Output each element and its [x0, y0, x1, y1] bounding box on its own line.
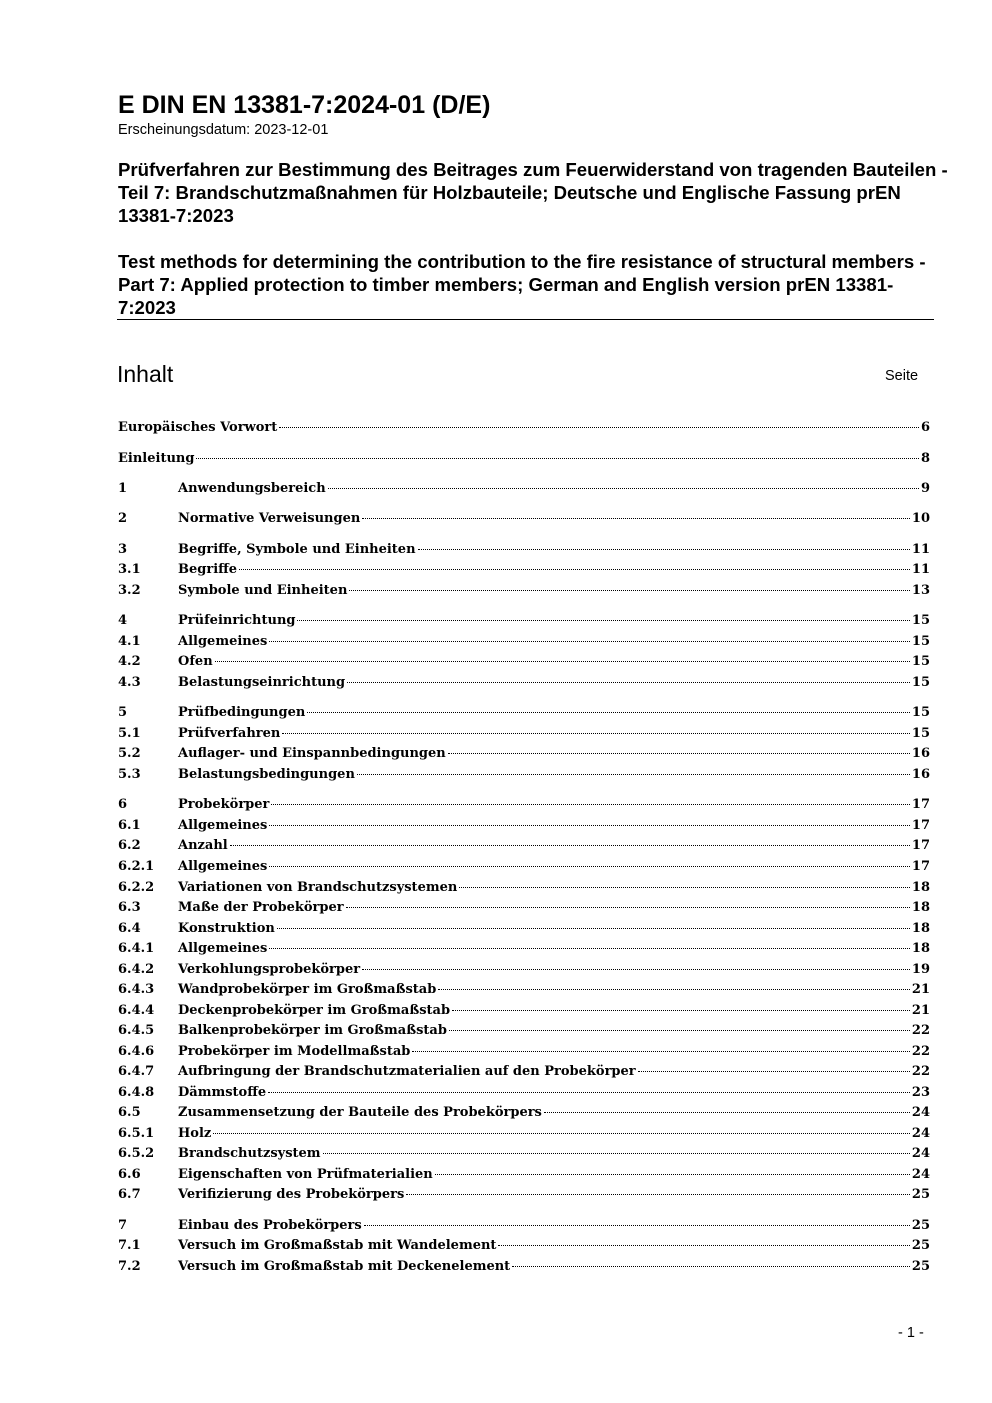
toc-entry[interactable]	[118, 980, 930, 1000]
toc-dot-leader	[323, 1153, 910, 1154]
toc-entry-number: 6.2.1	[118, 859, 155, 874]
toc-dot-leader	[362, 969, 910, 970]
toc-entry[interactable]	[118, 479, 930, 499]
toc-entry[interactable]	[118, 1257, 930, 1277]
toc-entry-number: 6.4.8	[118, 1085, 155, 1100]
toc-entry-title: Holz	[178, 1126, 212, 1141]
toc-entry-page: 24	[911, 1126, 930, 1141]
toc-entry-number: 3.2	[118, 583, 141, 598]
toc-entry-page: 15	[911, 705, 930, 720]
toc-entry-title: Prüfeinrichtung	[178, 613, 296, 628]
toc-dot-leader	[349, 590, 910, 591]
toc-entry-page: 18	[911, 900, 930, 915]
toc-dot-leader	[307, 712, 910, 713]
toc-entry-number: 3.1	[118, 562, 141, 577]
toc-entry-number: 6.3	[118, 900, 141, 915]
toc-entry[interactable]	[118, 652, 930, 672]
toc-entry-title: Allgemeines	[178, 818, 268, 833]
toc-entry-number: 7	[118, 1218, 128, 1233]
toc-dot-leader	[239, 569, 910, 570]
toc-entry-number: 6.7	[118, 1187, 141, 1202]
toc-entry-title: Balkenprobekörper im Großmaßstab	[178, 1023, 447, 1038]
toc-entry-page: 24	[911, 1146, 930, 1161]
toc-entry-title: Allgemeines	[178, 941, 268, 956]
toc-entry-page: 23	[911, 1085, 930, 1100]
toc-entry-number: 3	[118, 542, 128, 557]
toc-entry[interactable]	[118, 1083, 930, 1103]
toc-entry-title: Verkohlungsprobekörper	[178, 962, 361, 977]
toc-dot-leader	[406, 1194, 910, 1195]
toc-dot-leader	[638, 1071, 910, 1072]
toc-entry-page: 25	[911, 1238, 930, 1253]
toc-entry-title: Probekörper	[178, 797, 270, 812]
toc-entry-title: Ofen	[178, 654, 213, 669]
toc-entry-number: 6.4.2	[118, 962, 155, 977]
toc-entry[interactable]	[118, 765, 930, 785]
toc-entry-number: 5.2	[118, 746, 141, 761]
toc-entry-number: 4.2	[118, 654, 141, 669]
toc-dot-leader	[438, 989, 910, 990]
toc-entry-page: 9	[920, 481, 930, 496]
toc-entry-page: 22	[911, 1044, 930, 1059]
toc-entry-number: 7.1	[118, 1238, 141, 1253]
toc-entry-page: 22	[911, 1064, 930, 1079]
toc-entry-page: 15	[911, 634, 930, 649]
toc-entry[interactable]	[118, 1144, 930, 1164]
toc-entry-number: 6.5.1	[118, 1126, 155, 1141]
toc-entry[interactable]	[118, 1021, 930, 1041]
toc-dot-leader	[364, 1225, 910, 1226]
toc-entry[interactable]	[118, 673, 930, 693]
toc-entry[interactable]	[118, 857, 930, 877]
toc-entry-page: 15	[911, 675, 930, 690]
toc-entry-page: 15	[911, 654, 930, 669]
toc-dot-leader	[435, 1174, 910, 1175]
toc-entry-number: 6.2	[118, 838, 141, 853]
toc-dot-leader	[347, 682, 910, 683]
toc-entry-title: Allgemeines	[178, 634, 268, 649]
toc-entry-title: Variationen von Brandschutzsystemen	[178, 880, 458, 895]
toc-entry-page: 11	[911, 562, 930, 577]
toc-entry-title: Europäisches Vorwort	[118, 420, 278, 435]
toc-entry-title: Maße der Probekörper	[178, 900, 344, 915]
toc-entry[interactable]	[118, 1124, 930, 1144]
toc-entry[interactable]	[118, 1165, 930, 1185]
toc-entry-page: 15	[911, 613, 930, 628]
toc-entry[interactable]	[118, 611, 930, 631]
toc-dot-leader	[448, 753, 910, 754]
toc-entry-title: Zusammensetzung der Bauteile des Probekörpers	[178, 1105, 542, 1120]
toc-entry-number: 6.4.3	[118, 982, 155, 997]
toc-entry-page: 17	[911, 818, 930, 833]
toc-dot-leader	[418, 549, 910, 550]
toc-dot-leader	[279, 427, 919, 428]
toc-entry[interactable]	[118, 836, 930, 856]
toc-entry-page: 15	[911, 726, 930, 741]
toc-page-column-label: Seite	[885, 368, 919, 384]
toc-entry[interactable]	[118, 540, 930, 560]
toc-entry-page: 24	[911, 1105, 930, 1120]
toc-entry-title: Konstruktion	[178, 921, 275, 936]
toc-entry[interactable]	[118, 703, 930, 723]
toc-entry-title: Begriffe	[178, 562, 238, 577]
toc-dot-leader	[269, 948, 910, 949]
toc-entry-page: 13	[911, 583, 930, 598]
toc-dot-leader	[297, 620, 909, 621]
toc-dot-leader	[269, 825, 910, 826]
toc-entry-number: 5.3	[118, 767, 141, 782]
toc-entry-title: Deckenprobekörper im Großmaßstab	[178, 1003, 451, 1018]
toc-entry-number: 6.4.7	[118, 1064, 155, 1079]
toc-entry[interactable]	[118, 1236, 930, 1256]
toc-entry-title: Versuch im Großmaßstab mit Deckenelement	[178, 1259, 511, 1274]
toc-dot-leader	[196, 458, 919, 459]
toc-entry-title: Einbau des Probekörpers	[178, 1218, 362, 1233]
toc-entry-page: 17	[911, 859, 930, 874]
toc-entry-page: 22	[911, 1023, 930, 1038]
toc-entry-title: Symbole und Einheiten	[178, 583, 348, 598]
toc-entry-page: 16	[911, 746, 930, 761]
title-divider	[117, 319, 934, 320]
toc-entry[interactable]	[118, 878, 930, 898]
publication-date: Erscheinungsdatum: 2023-12-01	[118, 122, 329, 138]
toc-entry-page: 6	[920, 420, 930, 435]
toc-entry-title: Dämmstoffe	[178, 1085, 267, 1100]
toc-dot-leader	[269, 641, 910, 642]
toc-entry-title: Normative Verweisungen	[178, 511, 361, 526]
toc-entry-title: Prüfbedingungen	[178, 705, 306, 720]
toc-entry-number: 6.5.2	[118, 1146, 155, 1161]
title-german: Prüfverfahren zur Bestimmung des Beitrages zum Feuerwiderstand von tragenden Bauteilen - Teil 7: Brandschutzmaßnahmen für Holzbauteile; Deutsche und Englische Fassung prEN 13381-7:2023	[118, 159, 948, 226]
toc-entry-title: Belastungsbedingungen	[178, 767, 355, 782]
toc-entry[interactable]	[118, 919, 930, 939]
toc-entry[interactable]	[118, 1216, 930, 1236]
toc-dot-leader	[362, 518, 910, 519]
toc-entry-title: Begriffe, Symbole und Einheiten	[178, 542, 416, 557]
toc-entry[interactable]	[118, 509, 930, 529]
toc-dot-leader	[282, 733, 910, 734]
toc-entry[interactable]	[118, 960, 930, 980]
toc-dot-leader	[268, 1092, 910, 1093]
toc-entry-number: 6	[118, 797, 128, 812]
toc-entry-number: 2	[118, 511, 128, 526]
toc-entry[interactable]	[118, 1062, 930, 1082]
toc-entry-page: 21	[911, 982, 930, 997]
toc-entry[interactable]	[118, 418, 930, 438]
toc-entry[interactable]	[118, 744, 930, 764]
toc-dot-leader	[449, 1030, 910, 1031]
toc-entry-page: 25	[911, 1259, 930, 1274]
toc-entry-title: Einleitung	[118, 451, 195, 466]
toc-dot-leader	[230, 845, 910, 846]
toc-entry-number: 6.4.1	[118, 941, 155, 956]
toc-entry-title: Prüfverfahren	[178, 726, 281, 741]
toc-heading: Inhalt	[117, 361, 174, 387]
toc-entry-page: 10	[911, 511, 930, 526]
toc-entry-page: 17	[911, 797, 930, 812]
toc-entry[interactable]	[118, 1042, 930, 1062]
toc-entry-title: Eigenschaften von Prüfmaterialien	[178, 1167, 433, 1182]
toc-entry-number: 6.1	[118, 818, 141, 833]
toc-entry-title: Verifizierung des Probekörpers	[178, 1187, 405, 1202]
document-id: E DIN EN 13381-7:2024-01 (D/E)	[118, 91, 491, 119]
toc-dot-leader	[213, 1133, 910, 1134]
toc-entry-page: 21	[911, 1003, 930, 1018]
toc-entry-page: 18	[911, 921, 930, 936]
toc-entry-page: 25	[911, 1218, 930, 1233]
toc-entry-number: 6.6	[118, 1167, 141, 1182]
toc-dot-leader	[357, 774, 910, 775]
toc-entry-title: Anzahl	[178, 838, 228, 853]
toc-entry-page: 8	[920, 451, 930, 466]
toc-entry-number: 5.1	[118, 726, 141, 741]
toc-dot-leader	[452, 1010, 910, 1011]
toc-entry-number: 6.4.6	[118, 1044, 155, 1059]
page-number: - 1 -	[898, 1325, 924, 1341]
title-english: Test methods for determining the contribution to the fire resistance of structural members - Part 7: Applied protection to timber members; German and English version prEN 13381-7:2023	[118, 251, 926, 318]
toc-dot-leader	[215, 661, 910, 662]
toc-entry-number: 1	[118, 481, 128, 496]
toc-entry-title: Probekörper im Modellmaßstab	[178, 1044, 411, 1059]
toc-entry-page: 24	[911, 1167, 930, 1182]
toc-entry-page: 25	[911, 1187, 930, 1202]
toc-entry-page: 18	[911, 941, 930, 956]
toc-entry-number: 4	[118, 613, 128, 628]
toc-entry-title: Anwendungsbereich	[178, 481, 326, 496]
toc-entry-page: 19	[911, 962, 930, 977]
toc-dot-leader	[412, 1051, 910, 1052]
toc-entry-title: Belastungseinrichtung	[178, 675, 346, 690]
toc-entry[interactable]	[118, 581, 930, 601]
toc-entry-number: 4.3	[118, 675, 141, 690]
toc-entry-number: 6.2.2	[118, 880, 155, 895]
toc-entry-number: 7.2	[118, 1259, 141, 1274]
toc-entry-title: Auflager- und Einspannbedingungen	[178, 746, 446, 761]
toc-entry[interactable]	[118, 1185, 930, 1205]
toc-entry[interactable]	[118, 449, 930, 469]
toc-entry-page: 18	[911, 880, 930, 895]
toc-dot-leader	[271, 804, 910, 805]
toc-entry-number: 6.4	[118, 921, 141, 936]
toc-entry[interactable]	[118, 1001, 930, 1021]
toc-dot-leader	[544, 1112, 910, 1113]
toc-entry[interactable]	[118, 816, 930, 836]
toc-entry-page: 11	[911, 542, 930, 557]
toc-entry[interactable]	[118, 724, 930, 744]
toc-entry-title: Aufbringung der Brandschutzmaterialien auf den Probekörper	[178, 1064, 636, 1079]
toc-entry-title: Brandschutzsystem	[178, 1146, 321, 1161]
toc-dot-leader	[346, 907, 910, 908]
toc-dot-leader	[459, 887, 910, 888]
toc-entry[interactable]	[118, 560, 930, 580]
toc-dot-leader	[512, 1266, 910, 1267]
toc-entry[interactable]	[118, 795, 930, 815]
toc-dot-leader	[277, 928, 910, 929]
toc-entry-title: Versuch im Großmaßstab mit Wandelement	[178, 1238, 497, 1253]
toc-dot-leader	[498, 1245, 909, 1246]
toc-entry[interactable]	[118, 1103, 930, 1123]
toc-dot-leader	[269, 866, 910, 867]
toc-entry[interactable]	[118, 898, 930, 918]
toc-entry[interactable]	[118, 939, 930, 959]
toc-entry-number: 6.4.4	[118, 1003, 155, 1018]
toc-entry-title: Allgemeines	[178, 859, 268, 874]
toc-entry-number: 4.1	[118, 634, 141, 649]
toc-entry-number: 6.5	[118, 1105, 141, 1120]
toc-dot-leader	[328, 488, 919, 489]
toc-entry[interactable]	[118, 632, 930, 652]
toc-entry-number: 6.4.5	[118, 1023, 155, 1038]
toc-entry-title: Wandprobekörper im Großmaßstab	[178, 982, 437, 997]
toc-entry-page: 17	[911, 838, 930, 853]
toc-entry-page: 16	[911, 767, 930, 782]
toc-entry-number: 5	[118, 705, 128, 720]
